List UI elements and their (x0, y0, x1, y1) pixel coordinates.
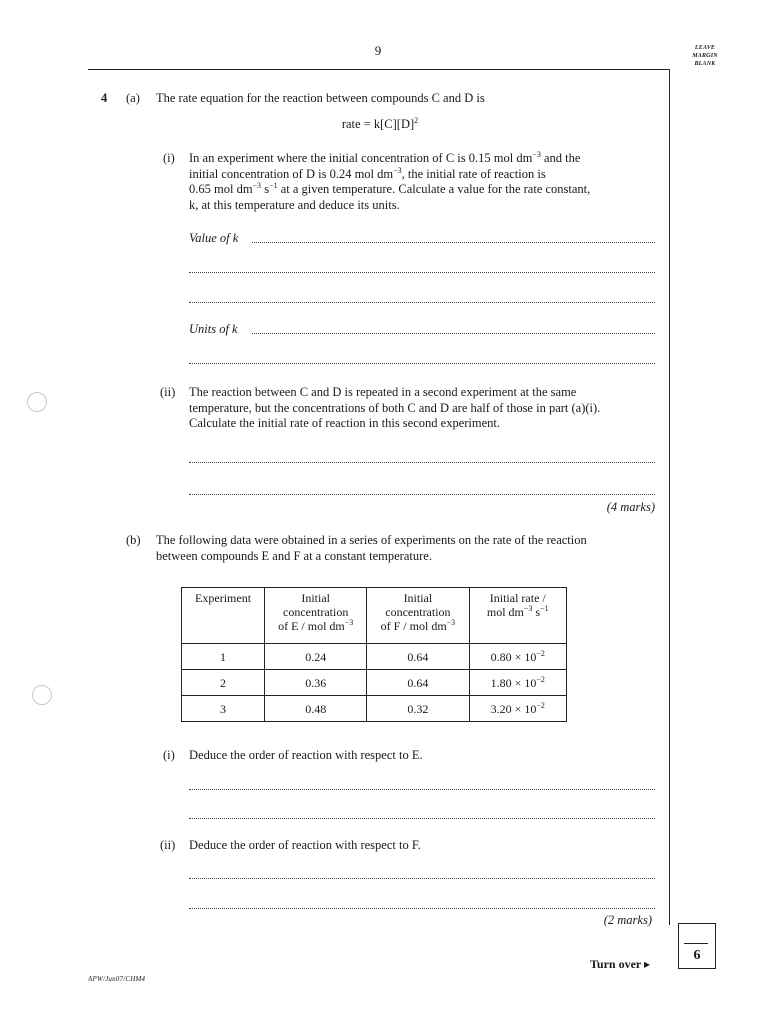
turn-over-label: Turn over ▸ (590, 957, 651, 971)
cell-conc-e: 0.36 (265, 670, 367, 696)
answer-line[interactable] (189, 272, 655, 273)
part-a-marks: (4 marks) (606, 500, 655, 514)
value-of-k-label: Value of k (189, 231, 239, 245)
cell-rate: $0.80 \times 10^{-2}$ (469, 644, 566, 670)
part-b-ii-text: Deduce the order of reaction with respect to F. (189, 838, 421, 852)
part-a-i-label: (i) (163, 151, 175, 165)
part-a-ii-label: (ii) (160, 385, 176, 399)
cell-conc-e: 0.48 (265, 696, 367, 722)
page-number: 9 (374, 43, 382, 58)
table-row (182, 644, 567, 670)
punch-hole-icon (27, 392, 47, 412)
table-row (182, 696, 567, 722)
header-conc-e: Initial concentration of E / mol $dm^{-3}$ (265, 588, 367, 644)
answer-line[interactable] (189, 363, 655, 364)
text-line: The reaction between C and D is repeated in a second experiment at the same (189, 385, 577, 399)
part-b-i-text: Deduce the order of reaction with respect to E. (189, 748, 423, 762)
answer-line-units-k[interactable] (252, 333, 655, 334)
top-rule (88, 69, 670, 70)
answer-line-value-k[interactable] (252, 242, 655, 243)
part-a-ii-text (189, 385, 659, 432)
paper-code: APW/Jun07/CHM4 (88, 975, 146, 983)
text-line: In an experiment where the initial concentration of C is 0.15 mol $dm^{-3}$ and the (189, 150, 581, 165)
text-line: initial concentration of D is 0.24 mol $dm^{-3}$, the initial rate of reaction is (189, 165, 546, 181)
table-header-row (182, 588, 567, 644)
part-b-i-label: (i) (163, 748, 175, 762)
header-conc-f: Initial concentration of F / mol $dm^{-3}$ (367, 588, 469, 644)
table-row (182, 670, 567, 696)
rate-equation-text: rate = k[C][D] (341, 117, 415, 131)
answer-line[interactable] (189, 818, 655, 819)
cell-rate: $1.80 \times 10^{-2}$ (469, 670, 566, 696)
rate-data-table (181, 587, 567, 722)
units-of-k-label: Units of k (189, 322, 238, 336)
text-line: The following data were obtained in a series of experiments on the rate of the reaction (156, 533, 587, 547)
part-a-label: (a) (126, 91, 140, 105)
answer-line[interactable] (189, 908, 655, 909)
part-b-label: (b) (126, 533, 141, 547)
cell-experiment: 3 (182, 696, 265, 722)
answer-line[interactable] (189, 302, 655, 303)
cell-experiment: 1 (182, 644, 265, 670)
part-b-marks: (2 marks) (603, 913, 652, 927)
question-number: 4 (101, 91, 108, 105)
part-a-i-text (189, 151, 659, 213)
margin-rule (669, 69, 670, 925)
answer-line[interactable] (189, 878, 655, 879)
cell-conc-e: 0.24 (265, 644, 367, 670)
punch-hole-icon (32, 685, 52, 705)
part-a-intro: The rate equation for the reaction between compounds C and D is (156, 91, 485, 105)
answer-line[interactable] (189, 789, 655, 790)
text-line: temperature, but the concentrations of both C and D are half of those in part (a)(i). (189, 400, 601, 415)
rate-equation-power: 2 (414, 116, 419, 125)
text-line: between compounds E and F at a constant temperature. (156, 548, 432, 563)
text-line: k, at this temperature and deduce its units. (189, 197, 400, 212)
margin-label-line: MARGIN (692, 53, 718, 59)
cell-conc-f: 0.32 (367, 696, 469, 722)
text-line: 0.65 mol $dm^{-3}$ $s^{-1}$ at a given temperature. Calculate a value for the rate constant, (189, 181, 591, 196)
answer-line[interactable] (189, 494, 655, 495)
score-box-value: 6 (693, 948, 701, 963)
leave-margin-blank-label (680, 44, 730, 68)
margin-label-line: LEAVE (694, 45, 716, 51)
text-line: Calculate the initial rate of reaction in this second experiment. (189, 416, 500, 430)
cell-experiment: 2 (182, 670, 265, 696)
cell-conc-f: 0.64 (367, 644, 469, 670)
header-experiment: Experiment (182, 588, 265, 644)
part-b-ii-label: (ii) (160, 838, 176, 852)
part-b-intro (156, 533, 661, 564)
score-box-divider (684, 943, 708, 944)
answer-line[interactable] (189, 462, 655, 463)
cell-conc-f: 0.64 (367, 670, 469, 696)
cell-rate: $3.20 \times 10^{-2}$ (469, 696, 566, 722)
rate-equation (150, 117, 610, 132)
header-rate: Initial rate / mol $dm^{-3}$ $s^{-1}$ (469, 588, 566, 644)
margin-label-line: BLANK (694, 61, 716, 67)
